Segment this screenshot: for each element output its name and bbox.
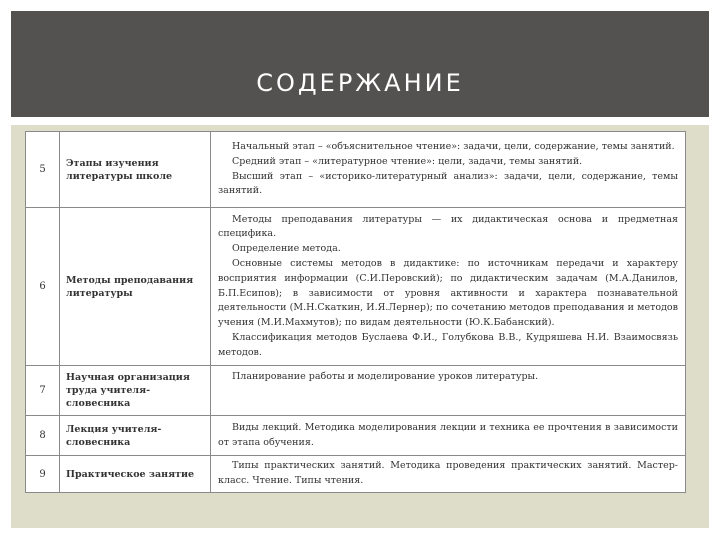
description-paragraph: Высший этап – «историко-литературный анализ»: задачи, цели, содержание, темы занятий. bbox=[218, 170, 678, 197]
description-paragraph: Начальный этап – «объяснительное чтение»: задачи, цели, содержание, темы занятий. bbox=[232, 140, 675, 152]
table-row bbox=[26, 208, 686, 366]
table-row bbox=[26, 366, 686, 416]
description-paragraph: Типы практических занятий. Методика проведения практических занятий. Мастер-класс. Чтение. Типы чтения. bbox=[218, 460, 678, 486]
row-number: 7 bbox=[26, 366, 60, 416]
row-number: 9 bbox=[26, 456, 60, 493]
row-description bbox=[211, 416, 686, 456]
row-topic: Методы преподавания литературы bbox=[60, 208, 211, 366]
row-topic: Научная организация труда учителя-словесника bbox=[60, 366, 211, 416]
slide-title: СОДЕРЖАНИЕ bbox=[256, 69, 464, 97]
row-description bbox=[211, 456, 686, 493]
row-number: 6 bbox=[26, 208, 60, 366]
description-paragraph: Планирование работы и моделирование уроков литературы. bbox=[232, 371, 539, 382]
description-paragraph: Виды лекций. Методика моделирования лекции и техника ее прочтения в зависимости от этапа обучения. bbox=[218, 421, 678, 448]
curriculum-table bbox=[25, 131, 686, 493]
table-row bbox=[26, 132, 686, 208]
description-paragraph: Методы преподавания литературы — их дидактическая основа и предметная специфика. bbox=[218, 213, 678, 240]
row-number: 8 bbox=[26, 416, 60, 456]
row-number: 5 bbox=[26, 132, 60, 208]
table-row bbox=[26, 456, 686, 493]
row-topic: Лекция учителя-словесника bbox=[60, 416, 211, 456]
row-topic: Этапы изучения литературы школе bbox=[60, 132, 211, 208]
row-description bbox=[211, 132, 686, 208]
slide-header bbox=[11, 11, 709, 117]
description-paragraph: Основные системы методов в дидактике: по источникам передачи и характеру восприятия информации (С.И.Перовский); по дидактическим задачам (М.А.Данилов, Б.П.Есипов); в зависимости от уровня активности и характера познавательной деятельности (М.Н.Скаткин, И.Я.Лернер); по сочетанию методов преподавания и методов учения (М.И.Махмутов); по видам деятельности (Ю.К.Бабанский). bbox=[218, 257, 678, 329]
table-row bbox=[26, 416, 686, 456]
description-paragraph: Средний этап – «литературное чтение»: цели, задачи, темы занятий. bbox=[232, 155, 583, 167]
row-description bbox=[211, 366, 686, 416]
description-paragraph: Определение метода. bbox=[232, 243, 341, 255]
row-topic: Практическое занятие bbox=[60, 456, 211, 493]
description-paragraph: Классификация методов Буслаева Ф.И., Голубкова В.В., Кудряшева Н.И. Взаимосвязь методов. bbox=[218, 331, 678, 358]
row-description bbox=[211, 208, 686, 366]
